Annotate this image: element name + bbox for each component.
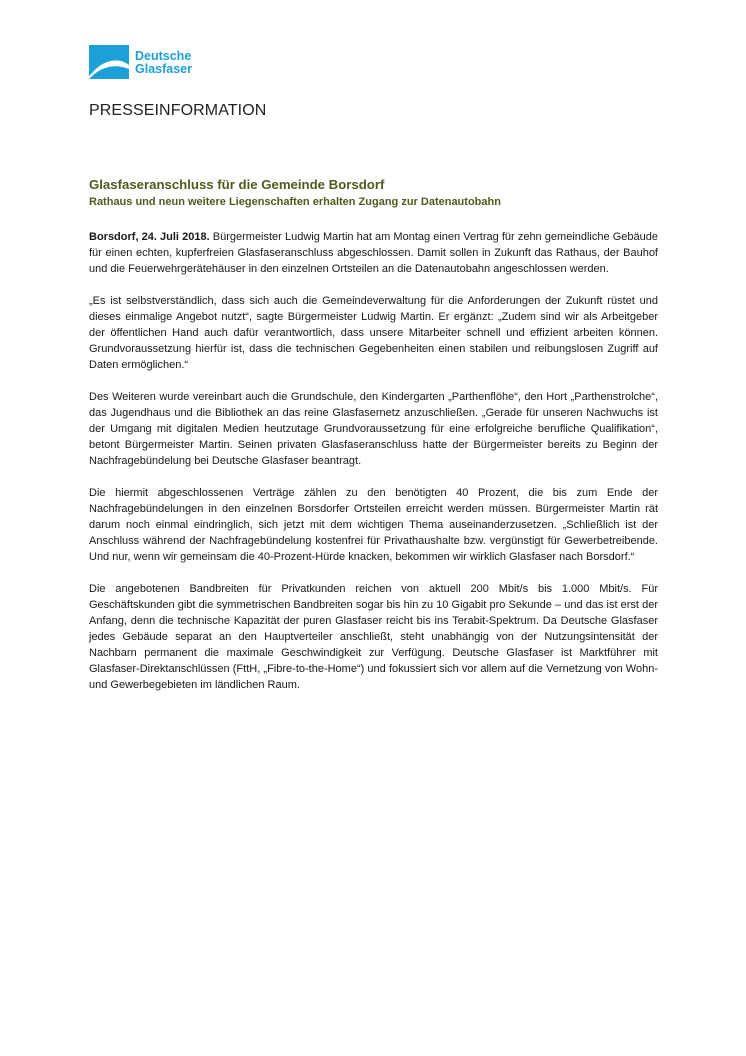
- dateline: Borsdorf, 24. Juli 2018.: [89, 231, 210, 243]
- logo-text-line1: Deutsche: [135, 49, 192, 63]
- article-body: [89, 177, 658, 693]
- paragraph-intro-text: Bürgermeister Ludwig Martin hat am Montag einen Vertrag für zehn gemeindliche Gebäude für einen echten, kupferfreien Glasfaseranschluss abgeschlossen. Damit sollen in Zukunft das Rathaus, der Bauhof und die Feuerwehrgerätehäuser in den einzelnen Ortsteilen an die Datenautobahn angeschlossen werden.: [89, 231, 658, 275]
- article-subheadline: Rathaus und neun weitere Liegenschaften erhalten Zugang zur Datenautobahn: [89, 196, 501, 208]
- brand-logo: [86, 43, 192, 81]
- article-headline: Glasfaseranschluss für die Gemeinde Borsdorf: [89, 177, 385, 192]
- paragraph-contracts: Die hiermit abgeschlossenen Verträge zählen zu den benötigten 40 Prozent, die bis zum Ende der Nachfragebündelungen in den einzelnen Borsdorfer Ortsteilen erreicht werden müssen. Bürgermeister Martin rät darum noch einmal eindringlich, sich jetzt mit dem wichtigen Thema auseinanderzusetzen. „Schließlich ist der Anschluss während der Nachfragebündelung kostenfrei für Privathaushalte bzw. vergünstigt für Gewerbetreibende. Und nur, wenn wir gemeinsam die 40-Prozent-Hürde knacken, bekommen wir wirklich Glasfaser nach Borsdorf.“: [89, 487, 658, 563]
- paragraph-bandwidth: Die angebotenen Bandbreiten für Privatkunden reichen von aktuell 200 Mbit/s bis 1.000 Mbit/s. Für Geschäftskunden gibt die symmetrischen Bandbreiten sogar bis hin zu 10 Gigabit pro Sekunde – und das ist erst der Anfang, denn die technische Kapazität der puren Glasfaser reicht bis ins Terabit-Spektrum. Da Deutsche Glasfaser jedes Gebäude separat an den Hauptverteiler anschließt, steht unabhängig von der Nutzungsintensität der Nachbarn permanent die maximale Geschwindigkeit zur Verfügung. Deutsche Glasfaser ist Marktführer mit Glasfaser-Direktanschlüssen (FttH, „Fibre-to-the-Home“) und fokussiert sich vor allem auf die Vernetzung von Wohn- und Gewerbegebieten im ländlichen Raum.: [89, 583, 658, 691]
- deutsche-glasfaser-logo-icon: [86, 43, 132, 81]
- paragraph-schools: Des Weiteren wurde vereinbart auch die Grundschule, den Kindergarten „Parthenflöhe“, den Hort „Parthenstrolche“, das Jugendhaus und die Bibliothek an das reine Glasfasernetz anzuschließen. „Gerade für unseren Nachwuchs ist der Umgang mit digitalen Medien heutzutage Grundvoraussetzung für eine erfolgreiche berufliche Qualifikation“, betont Bürgermeister Martin. Seinen privaten Glasfaseranschluss hatte der Bürgermeister bereits zu Beginn der Nachfragebündelung bei Deutsche Glasfaser beantragt.: [89, 391, 658, 467]
- logo-text-line2: Glasfaser: [135, 62, 192, 76]
- paragraph-quote-mayor: „Es ist selbstverständlich, dass sich auch die Gemeindeverwaltung für die Anforderungen der Zukunft rüstet und dieses einmalige Angebot nutzt“, sagte Bürgermeister Ludwig Martin. Er ergänzt: „Zudem sind wir als Arbeitgeber der öffentlichen Hand auch dafür verantwortlich, dass unsere Mitarbeiter schnell und effizient arbeiten können. Grundvoraussetzung hierfür ist, dass die technischen Gegebenheiten einen stabilen und reibungslosen Zugriff auf Daten ermöglichen.“: [89, 295, 658, 371]
- paragraph-intro: [89, 229, 658, 277]
- press-release-label: PRESSEINFORMATION: [89, 102, 267, 119]
